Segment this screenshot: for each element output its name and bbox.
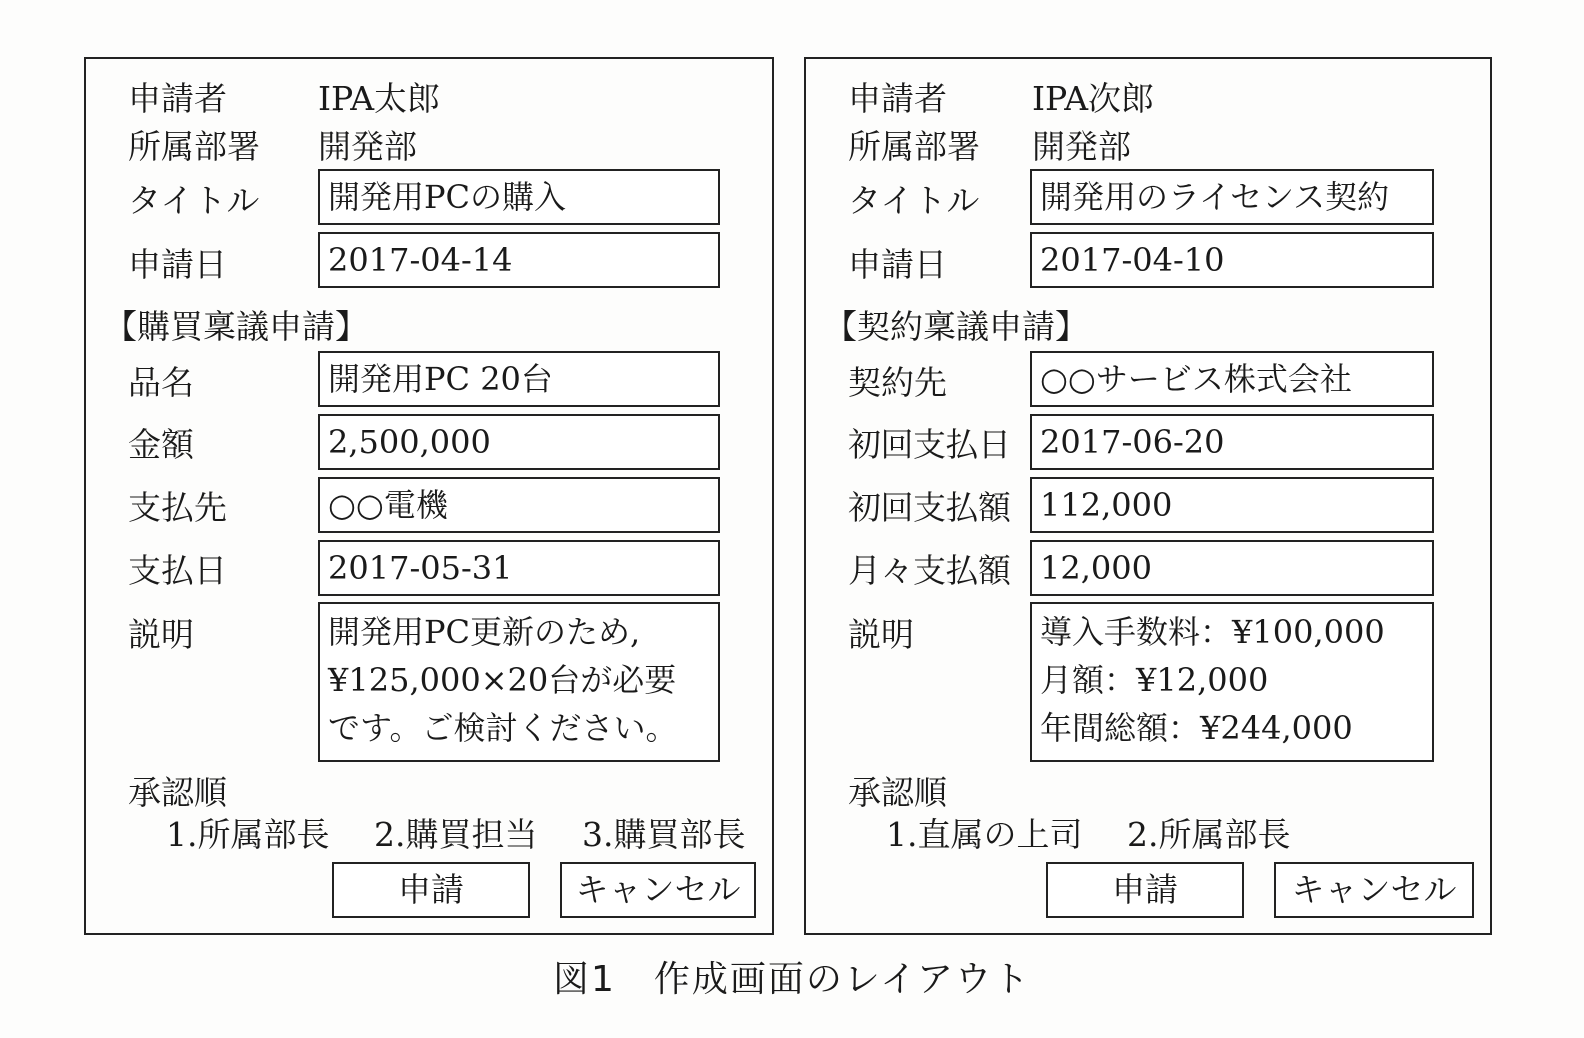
figure-caption: 図1 作成画面のレイアウト [552,959,1032,1000]
amount-field[interactable]: 2,500,000 [318,414,720,470]
application-date-label: 申請日 [128,245,227,284]
description-line: ¥125,000×20台が必要 [328,661,677,699]
payment-date-field[interactable]: 2017-05-31 [318,540,720,596]
application-date-field[interactable]: 2017-04-10 [1030,232,1434,288]
contractor-field[interactable]: ○○サービス株式会社 [1030,351,1434,407]
first-payment-date-label: 初回支払日 [848,425,1011,464]
department-label: 所属部署 [128,127,260,166]
item-name-field[interactable]: 開発用PC 20台 [318,351,720,407]
cancel-button[interactable]: キャンセル [560,862,756,918]
application-date-label: 申請日 [848,245,947,284]
description-label: 説明 [848,615,914,654]
first-payment-amount-field[interactable]: 112,000 [1030,477,1434,533]
title-field[interactable]: 開発用のライセンス契約 [1030,169,1434,225]
approval-step: 2.所属部長 [1127,815,1291,854]
section-heading: 【契約稟議申請】 [824,307,1088,346]
applicant-value: IPA次郎 [1032,79,1155,118]
contract-request-form [804,57,1492,935]
approval-step: 1.直属の上司 [886,815,1083,854]
section-heading: 【購買稟議申請】 [104,307,368,346]
amount-label: 金額 [128,425,194,464]
department-label: 所属部署 [848,127,980,166]
applicant-label: 申請者 [848,79,947,118]
description-line: 導入手数料：¥100,000 [1040,613,1385,651]
description-line: です。ご検討ください。 [328,709,678,747]
description-label: 説明 [128,615,194,654]
submit-button[interactable]: 申請 [1046,862,1244,918]
approval-step: 3.購買部長 [582,815,746,854]
title-label: タイトル [128,181,260,220]
monthly-payment-field[interactable]: 12,000 [1030,540,1434,596]
approval-steps [166,815,780,855]
approval-step: 1.所属部長 [166,815,330,854]
cancel-button[interactable]: キャンセル [1274,862,1474,918]
contractor-label: 契約先 [848,363,947,402]
payment-date-label: 支払日 [128,551,227,590]
title-label: タイトル [848,181,980,220]
applicant-value: IPA太郎 [318,79,441,118]
applicant-label: 申請者 [128,79,227,118]
description-line: 月額：¥12,000 [1040,661,1269,699]
description-field[interactable] [318,602,720,762]
description-field[interactable] [1030,602,1434,762]
department-value: 開発部 [1032,127,1131,166]
department-value: 開発部 [318,127,417,166]
description-line: 年間総額：¥244,000 [1040,709,1353,747]
purchase-request-form [84,57,774,935]
approval-order-label: 承認順 [848,773,947,812]
description-line: 開発用PC更新のため, [328,613,641,651]
monthly-payment-label: 月々支払額 [848,551,1011,590]
first-payment-amount-label: 初回支払額 [848,488,1011,527]
submit-button[interactable]: 申請 [332,862,530,918]
first-payment-date-field[interactable]: 2017-06-20 [1030,414,1434,470]
approval-order-label: 承認順 [128,773,227,812]
approval-steps [886,815,1325,855]
payee-label: 支払先 [128,488,227,527]
item-name-label: 品名 [128,363,194,402]
payee-field[interactable]: ○○電機 [318,477,720,533]
application-date-field[interactable]: 2017-04-14 [318,232,720,288]
approval-step: 2.購買担当 [374,815,538,854]
title-field[interactable]: 開発用PCの購入 [318,169,720,225]
